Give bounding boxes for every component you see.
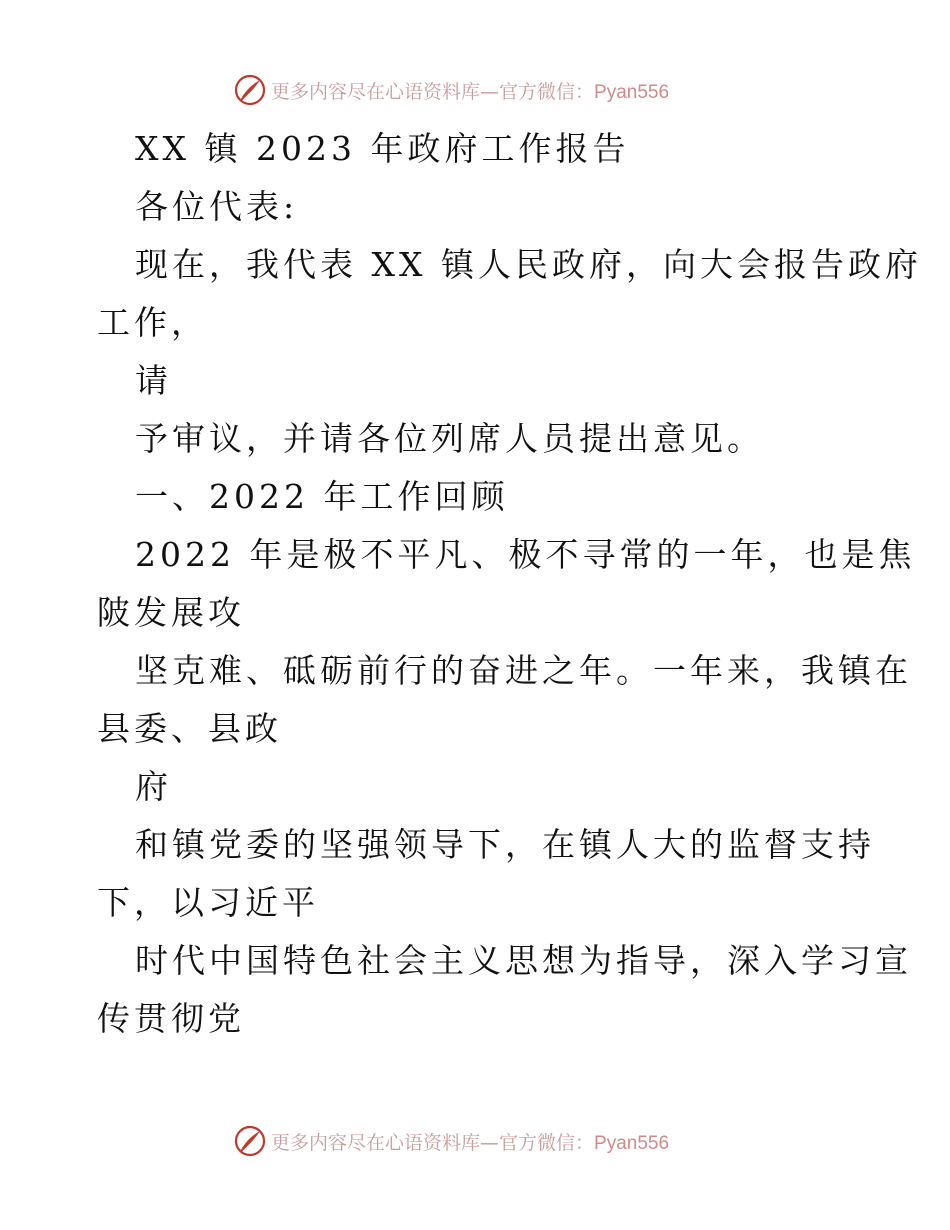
paragraph-line: 坚克难、砥砺前行的奋进之年。一年来，我镇在 bbox=[135, 651, 912, 690]
paragraph-line: 时代中国特色社会主义思想为指导，深入学习宣 bbox=[135, 941, 912, 980]
paragraph-line: 陂发展攻 bbox=[97, 593, 245, 632]
quill-logo-icon bbox=[233, 73, 267, 107]
paragraph-line: 府 bbox=[135, 767, 172, 806]
paragraph-line: 2022 年是极不平凡、极不寻常的一年，也是焦 bbox=[135, 535, 916, 574]
document-title: XX 镇 2023 年政府工作报告 bbox=[135, 129, 630, 168]
paragraph-line: 下，以习近平 bbox=[97, 883, 319, 922]
paragraph-line: 请 bbox=[135, 361, 172, 400]
watermark-text bbox=[271, 77, 669, 104]
paragraph-line: 予审议，并请各位列席人员提出意见。 bbox=[135, 419, 764, 458]
section-heading: 一、2022 年工作回顾 bbox=[135, 477, 509, 516]
watermark-text-cn: 更多内容尽在心语资料库—官方微信： bbox=[271, 1131, 595, 1154]
paragraph-line: 工作， bbox=[97, 303, 208, 342]
quill-logo-icon bbox=[233, 1124, 267, 1158]
watermark-text bbox=[271, 1128, 669, 1155]
watermark-wechat-id: Pyan556 bbox=[594, 1132, 670, 1154]
paragraph-line: 现在，我代表 XX 镇人民政府，向大会报告政府 bbox=[135, 245, 922, 284]
paragraph-line: 县委、县政 bbox=[97, 709, 282, 748]
watermark-wechat-id: Pyan556 bbox=[594, 81, 670, 103]
paragraph-line: 传贯彻党 bbox=[97, 999, 245, 1038]
footer-watermark bbox=[233, 1123, 669, 1159]
header-watermark bbox=[233, 72, 669, 108]
salutation: 各位代表: bbox=[135, 187, 299, 226]
watermark-text-cn: 更多内容尽在心语资料库—官方微信： bbox=[271, 80, 595, 103]
paragraph-line: 和镇党委的坚强领导下，在镇人大的监督支持 bbox=[135, 825, 875, 864]
